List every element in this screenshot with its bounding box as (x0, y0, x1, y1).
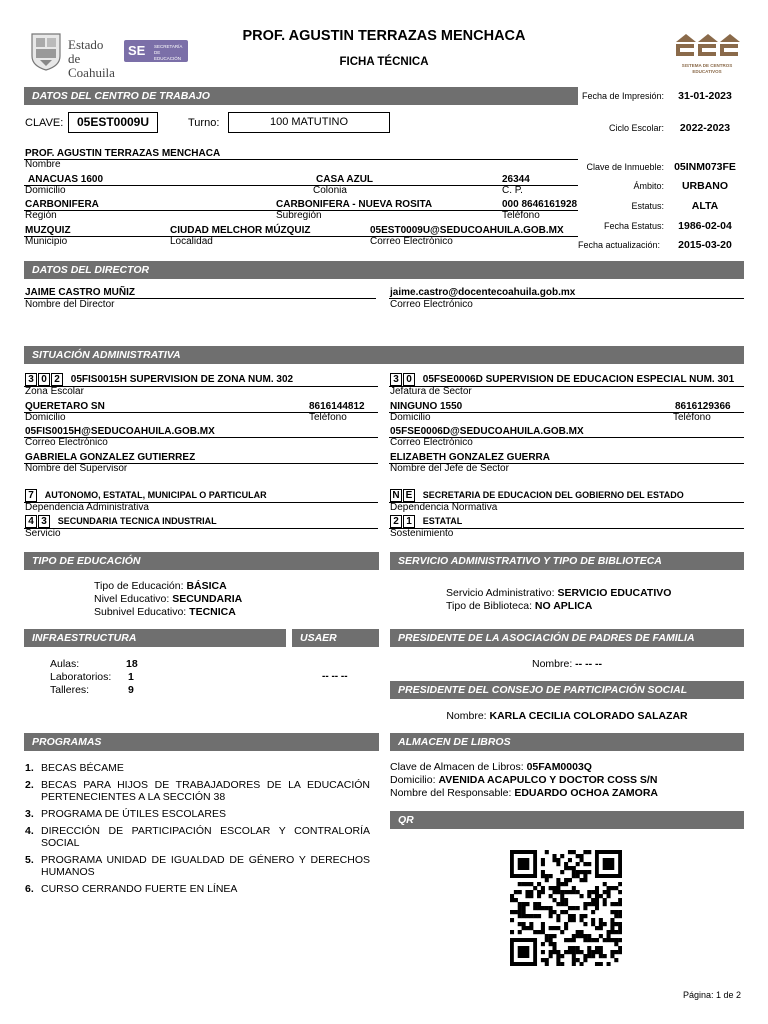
se-logo-subtext: SECRETARÍA DE EDUCACIÓN (154, 44, 183, 61)
sost-box-2: 1 (403, 515, 415, 528)
estatus-label: Estatus: (631, 201, 664, 211)
consejo-value: KARLA CECILIA COLORADO SALAZAR (489, 710, 688, 722)
director-nombre-label: Nombre del Director (25, 299, 115, 310)
zona-domicilio: QUERETARO SN (25, 401, 105, 412)
zona-label: Zona Escolar (25, 386, 84, 397)
sost-box-1: 2 (390, 515, 402, 528)
consejo-label: Nombre: (446, 710, 487, 722)
almacen-resp-label: Nombre del Responsable: (390, 787, 512, 799)
section-padres: PRESIDENTE DE LA ASOCIACIÓN DE PADRES DE FAMILIA (390, 629, 744, 647)
aulas-value: 18 (126, 658, 138, 670)
consejo-row (390, 710, 744, 722)
labs-value: 1 (128, 671, 134, 683)
se-logo-text: SE (128, 43, 146, 58)
almacen-resp-value: EDUARDO OCHOA ZAMORA (514, 787, 659, 799)
servicio-value: SECUNDARIA TECNICA INDUSTRIAL (57, 516, 217, 527)
section-infraestructura: INFRAESTRUCTURA (24, 629, 286, 647)
director-correo-label: Correo Electrónico (390, 299, 473, 310)
jefatura-label: Jefatura de Sector (390, 386, 472, 397)
fecha-impresion-label: Fecha de Impresión: (581, 91, 664, 101)
serv-adm-value: SERVICIO EDUCATIVO (557, 587, 672, 599)
section-tipo-educacion: TIPO DE EDUCACIÓN (24, 552, 379, 570)
supervisor-label: Nombre del Supervisor (25, 463, 128, 474)
almacen-block (390, 761, 658, 800)
aulas-label: Aulas: (50, 658, 80, 670)
biblioteca-label: Tipo de Biblioteca: (446, 600, 532, 612)
tipo-value: BÁSICA (186, 580, 227, 592)
sce-logo-icon (674, 32, 740, 60)
jefatura-correo-label: Correo Electrónico (390, 437, 473, 448)
padres-value: -- -- -- (575, 658, 602, 670)
section-consejo: PRESIDENTE DEL CONSEJO DE PARTICIPACIÓN SOCIAL (390, 681, 744, 699)
talleres-label: Talleres: (50, 684, 90, 696)
section-almacen: ALMACEN DE LIBROS (390, 733, 744, 751)
inmueble-value: 05INM073FE (674, 161, 736, 173)
jefatura-domicilio-label: Domicilio (390, 412, 431, 423)
dep-adm-value: AUTONOMO, ESTATAL, MUNICIPAL O PARTICULAR (44, 490, 267, 501)
tipo-educacion-block (94, 580, 242, 619)
sostenimiento-value: ESTATAL (422, 516, 463, 527)
section-usaer: USAER (292, 629, 379, 647)
servicio-row (25, 515, 217, 528)
zona-value: 05FIS0015H SUPERVISION DE ZONA NUM. 302 (70, 374, 294, 386)
servicio-box-2: 3 (38, 515, 50, 528)
centro-municipio: MUZQUIZ (25, 225, 71, 236)
turno-label: Turno: (188, 117, 220, 129)
list-item: 2. BECAS PARA HIJOS DE TRABAJADORES DE LA EDUCACIÓN PERTENECIENTES A LA SECCIÓN 38 (25, 779, 370, 803)
section-programas: PROGRAMAS (24, 733, 379, 751)
centro-nombre: PROF. AGUSTIN TERRAZAS MENCHACA (25, 148, 221, 159)
ambito-label: Ámbito: (633, 181, 664, 191)
ambito-value: URBANO (681, 180, 729, 192)
section-situacion: SITUACIÓN ADMINISTRATIVA (24, 346, 744, 364)
dep-norm-row (390, 489, 684, 502)
cp-label: C. P. (502, 185, 523, 196)
telefono-label: Teléfono (502, 210, 540, 221)
zona-box-2: 0 (38, 373, 50, 386)
fecha-estatus-label: Fecha Estatus: (603, 221, 664, 231)
jefatura-telefono: 8616129366 (675, 401, 731, 412)
zona-correo: 05FIS0015H@SEDUCOAHUILA.GOB.MX (25, 426, 215, 437)
section-director: DATOS DEL DIRECTOR (24, 261, 744, 279)
dep-adm-row (25, 489, 267, 502)
servicio-label: Servicio (25, 528, 61, 539)
municipio-label: Municipio (25, 236, 68, 247)
almacen-dom-value: AVENIDA ACAPULCO Y DOCTOR COSS S/N (438, 774, 658, 786)
section-qr: QR (390, 811, 744, 829)
list-item: 4. DIRECCIÓN DE PARTICIPACIÓN ESCOLAR Y CONTRALORÍA SOCIAL (25, 825, 370, 849)
colonia-label: Colonia (313, 185, 347, 196)
dep-adm-box-1: 7 (25, 489, 37, 502)
section-servicio-adm: SERVICIO ADMINISTRATIVO Y TIPO DE BIBLIOTECA (390, 552, 744, 570)
dep-adm-label: Dependencia Administrativa (25, 502, 149, 513)
page-title: PROF. AGUSTIN TERRAZAS MENCHACA (242, 28, 526, 44)
list-item: 1. BECAS BÉCAME (25, 762, 124, 774)
zona-telefono-label: Teléfono (309, 412, 347, 423)
jefatura-telefono-label: Teléfono (673, 412, 711, 423)
serv-adm-label: Servicio Administrativo: (446, 587, 555, 599)
fecha-impresion-value: 31-01-2023 (678, 90, 732, 102)
centro-correo: 05EST0009U@SEDUCOAHUILA.GOB.MX (370, 225, 564, 236)
jefatura-domicilio: NINGUNO 1550 (390, 401, 463, 412)
jefe-sector-nombre: ELIZABETH GONZALEZ GUERRA (390, 452, 550, 463)
subnivel-label: Subnivel Educativo: (94, 606, 187, 618)
logo-estado-text: Estado (68, 37, 104, 52)
servicio-box-1: 4 (25, 515, 37, 528)
page-subtitle: FICHA TÉCNICA (339, 56, 429, 68)
padres-label: Nombre: (531, 658, 573, 670)
dep-norm-box-2: E (403, 489, 415, 502)
sostenimiento-label: Sostenimiento (390, 528, 454, 539)
turno-box: 100 MATUTINO (228, 112, 390, 133)
zona-telefono: 8616144812 (309, 401, 365, 412)
section-centro-trabajo: DATOS DEL CENTRO DE TRABAJO (24, 87, 578, 105)
ciclo-label: Ciclo Escolar: (608, 123, 664, 133)
labs-label: Laboratorios: (50, 671, 112, 683)
zona-domicilio-label: Domicilio (25, 412, 66, 423)
sce-logo-subtext: SISTEMA DE CENTROS EDUCATIVOS (681, 63, 733, 74)
jefatura-box-1: 3 (390, 373, 402, 386)
fecha-act-value: 2015-03-20 (678, 239, 732, 251)
dep-norm-value: SECRETARIA DE EDUCACION DEL GOBIERNO DEL ESTADO (422, 490, 684, 501)
localidad-label: Localidad (170, 236, 213, 247)
jefatura-row (390, 373, 734, 386)
nivel-value: SECUNDARIA (172, 593, 243, 605)
zona-row (25, 373, 293, 386)
supervisor-nombre: GABRIELA GONZALEZ GUTIERREZ (25, 452, 196, 463)
sce-logo (674, 32, 744, 80)
list-item: 3. PROGRAMA DE ÚTILES ESCOLARES (25, 808, 226, 820)
infra-block (50, 658, 138, 697)
clave-label: CLAVE: (25, 117, 64, 129)
zona-box-1: 3 (25, 373, 37, 386)
dep-norm-box-1: N (390, 489, 402, 502)
page-number: Página: 1 de 2 (683, 990, 742, 1000)
director-correo: jaime.castro@docentecoahuila.gob.mx (390, 287, 576, 298)
servicio-adm-block (446, 587, 671, 613)
tipo-label: Tipo de Educación: (94, 580, 184, 592)
centro-localidad: CIUDAD MELCHOR MÚZQUIZ (170, 225, 311, 236)
jefatura-correo: 05FSE0006D@SEDUCOAHUILA.GOB.MX (390, 426, 584, 437)
clave-box: 05EST0009U (68, 112, 158, 133)
ciclo-value: 2022-2023 (679, 122, 731, 134)
subnivel-value: TECNICA (189, 606, 236, 618)
list-item: 6. CURSO CERRANDO FUERTE EN LÍNEA (25, 883, 238, 895)
padres-row (390, 658, 744, 670)
zona-correo-label: Correo Electrónico (25, 437, 108, 448)
logo-coahuila-text: de Coahuila (68, 51, 115, 80)
almacen-clave-value: 05FAM0003Q (526, 761, 592, 773)
centro-colonia: CASA AZUL (316, 174, 374, 185)
correo-label: Correo Electrónico (370, 236, 453, 247)
subregion-label: Subregión (276, 210, 322, 221)
usaer-value: -- -- -- (322, 671, 348, 682)
almacen-dom-label: Domicilio: (390, 774, 436, 786)
inmueble-label: Clave de Inmueble: (586, 162, 664, 172)
region-label: Región (25, 210, 57, 221)
nombre-label: Nombre (25, 159, 61, 170)
director-nombre: JAIME CASTRO MUÑIZ (25, 287, 135, 298)
centro-telefono: 000 8646161928 (502, 199, 578, 210)
dep-norm-label: Dependencia Normativa (390, 502, 498, 513)
zona-box-3: 2 (51, 373, 63, 386)
talleres-value: 9 (128, 684, 134, 696)
nivel-label: Nivel Educativo: (94, 593, 170, 605)
qr-code-icon (510, 850, 622, 966)
jefatura-value: 05FSE0006D SUPERVISION DE EDUCACION ESPECIAL NUM. 301 (422, 374, 735, 386)
programas-list (25, 762, 370, 900)
biblioteca-value: NO APLICA (534, 600, 593, 612)
centro-cp: 26344 (502, 174, 530, 185)
estatus-value: ALTA (691, 200, 719, 212)
sostenimiento-row (390, 515, 462, 528)
fecha-act-label: Fecha actualización: (577, 240, 660, 250)
fecha-estatus-value: 1986-02-04 (678, 220, 732, 232)
centro-domicilio: ANACUAS 1600 (28, 174, 104, 185)
almacen-clave-label: Clave de Almacen de Libros: (390, 761, 524, 773)
centro-region: CARBONIFERA (25, 199, 99, 210)
jefatura-box-2: 0 (403, 373, 415, 386)
list-item: 5. PROGRAMA UNIDAD DE IGUALDAD DE GÉNERO Y DERECHOS HUMANOS (25, 854, 370, 878)
domicilio-label: Domicilio (25, 185, 66, 196)
centro-subregion: CARBONIFERA - NUEVA ROSITA (276, 199, 433, 210)
jefe-sector-label: Nombre del Jefe de Sector (390, 463, 509, 474)
